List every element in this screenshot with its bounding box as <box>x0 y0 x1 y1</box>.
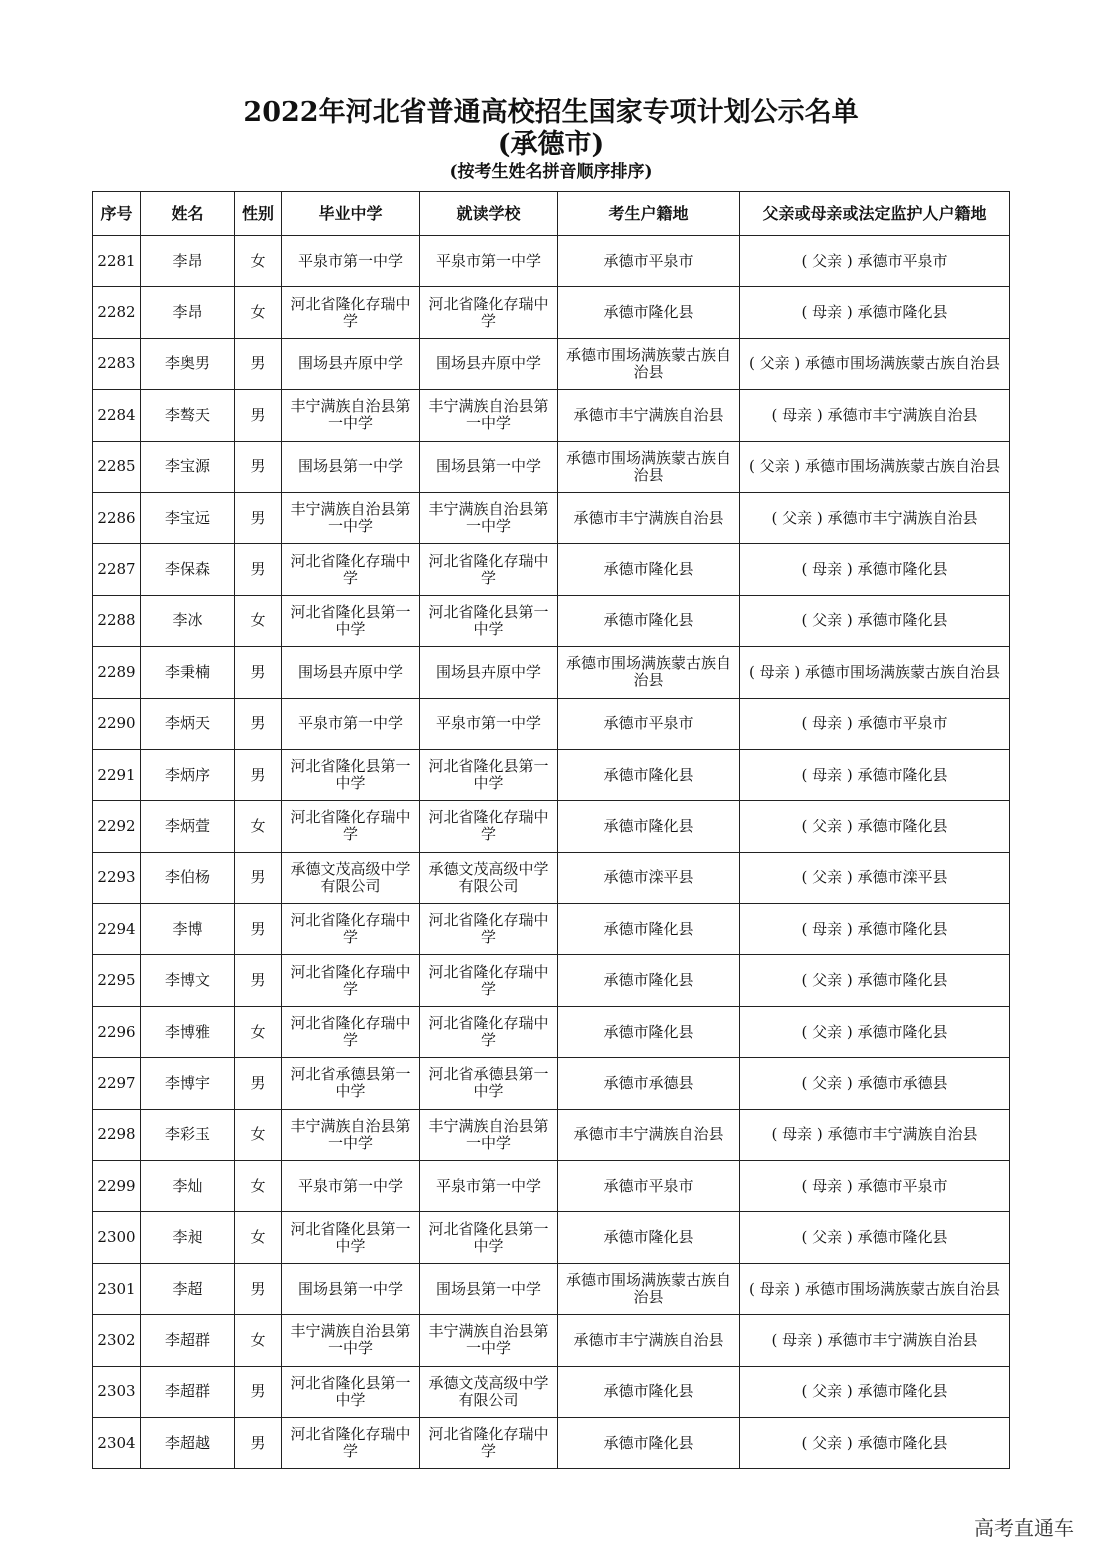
cell-guardian-registration: ( 母亲 ) 承德市丰宁满族自治县 <box>740 1315 1010 1366</box>
cell-graduated-school: 河北省承德县第一中学 <box>282 1058 420 1109</box>
table-row <box>93 955 1010 1006</box>
table-row <box>93 1212 1010 1263</box>
cell-gender: 男 <box>235 647 282 698</box>
cell-graduated-school: 河北省隆化存瑞中学 <box>282 955 420 1006</box>
cell-gender: 女 <box>235 1315 282 1366</box>
roster-table <box>92 191 1010 1469</box>
cell-guardian-registration: ( 母亲 ) 承德市平泉市 <box>740 1161 1010 1212</box>
cell-guardian-registration: ( 父亲 ) 承德市隆化县 <box>740 1366 1010 1417</box>
cell-graduated-school: 平泉市第一中学 <box>282 236 420 287</box>
cell-graduated-school: 河北省隆化县第一中学 <box>282 595 420 646</box>
cell-graduated-school: 河北省隆化存瑞中学 <box>282 544 420 595</box>
cell-index: 2302 <box>93 1315 141 1366</box>
cell-household-registration: 承德市围场满族蒙古族自治县 <box>558 441 740 492</box>
cell-guardian-registration: ( 母亲 ) 承德市隆化县 <box>740 544 1010 595</box>
cell-name: 李冰 <box>141 595 235 646</box>
table-row <box>93 1006 1010 1057</box>
cell-index: 2290 <box>93 698 141 749</box>
cell-index: 2292 <box>93 801 141 852</box>
cell-gender: 男 <box>235 955 282 1006</box>
document-sort-note: (按考生姓名拼音顺序排序) <box>449 162 653 182</box>
cell-current-school: 河北省隆化存瑞中学 <box>420 1006 558 1057</box>
table-row <box>93 647 1010 698</box>
cell-current-school: 河北省隆化存瑞中学 <box>420 904 558 955</box>
cell-gender: 男 <box>235 338 282 389</box>
cell-household-registration: 承德市隆化县 <box>558 595 740 646</box>
cell-name: 李宝源 <box>141 441 235 492</box>
cell-gender: 男 <box>235 544 282 595</box>
table-row <box>93 236 1010 287</box>
cell-guardian-registration: ( 母亲 ) 承德市隆化县 <box>740 904 1010 955</box>
cell-current-school: 河北省承德县第一中学 <box>420 1058 558 1109</box>
cell-graduated-school: 河北省隆化存瑞中学 <box>282 904 420 955</box>
cell-name: 李骜天 <box>141 390 235 441</box>
cell-graduated-school: 围场县卉原中学 <box>282 647 420 698</box>
cell-guardian-registration: ( 父亲 ) 承德市丰宁满族自治县 <box>740 492 1010 543</box>
cell-index: 2283 <box>93 338 141 389</box>
table-row <box>93 1161 1010 1212</box>
cell-index: 2296 <box>93 1006 141 1057</box>
cell-household-registration: 承德市丰宁满族自治县 <box>558 1109 740 1160</box>
cell-graduated-school: 河北省隆化县第一中学 <box>282 749 420 800</box>
cell-name: 李保森 <box>141 544 235 595</box>
cell-name: 李超 <box>141 1263 235 1314</box>
table-row <box>93 1417 1010 1468</box>
cell-gender: 男 <box>235 852 282 903</box>
cell-household-registration: 承德市丰宁满族自治县 <box>558 1315 740 1366</box>
cell-gender: 男 <box>235 1263 282 1314</box>
table-header-row <box>93 192 1010 236</box>
cell-graduated-school: 承德文茂高级中学有限公司 <box>282 852 420 903</box>
cell-gender: 女 <box>235 1109 282 1160</box>
cell-household-registration: 承德市隆化县 <box>558 955 740 1006</box>
cell-household-registration: 承德市隆化县 <box>558 1006 740 1057</box>
cell-graduated-school: 围场县第一中学 <box>282 441 420 492</box>
cell-graduated-school: 丰宁满族自治县第一中学 <box>282 1315 420 1366</box>
header-guardian-registration: 父亲或母亲或法定监护人户籍地 <box>740 192 1010 236</box>
cell-name: 李炳天 <box>141 698 235 749</box>
cell-household-registration: 承德市隆化县 <box>558 1417 740 1468</box>
cell-name: 李博文 <box>141 955 235 1006</box>
table-row <box>93 1058 1010 1109</box>
cell-household-registration: 承德市丰宁满族自治县 <box>558 492 740 543</box>
document-title: 2022年河北省普通高校招生国家专项计划公示名单 <box>243 97 859 128</box>
cell-gender: 女 <box>235 1212 282 1263</box>
cell-name: 李超群 <box>141 1366 235 1417</box>
cell-graduated-school: 河北省隆化县第一中学 <box>282 1212 420 1263</box>
cell-graduated-school: 丰宁满族自治县第一中学 <box>282 390 420 441</box>
table-row <box>93 390 1010 441</box>
document-subtitle-city: (承德市) <box>497 129 605 160</box>
cell-guardian-registration: ( 母亲 ) 承德市隆化县 <box>740 749 1010 800</box>
table-row <box>93 749 1010 800</box>
cell-index: 2285 <box>93 441 141 492</box>
cell-guardian-registration: ( 父亲 ) 承德市隆化县 <box>740 1006 1010 1057</box>
cell-household-registration: 承德市隆化县 <box>558 287 740 338</box>
table-row <box>93 595 1010 646</box>
cell-gender: 女 <box>235 287 282 338</box>
cell-graduated-school: 河北省隆化存瑞中学 <box>282 1417 420 1468</box>
cell-index: 2288 <box>93 595 141 646</box>
cell-gender: 男 <box>235 698 282 749</box>
cell-guardian-registration: ( 父亲 ) 承德市隆化县 <box>740 1417 1010 1468</box>
cell-household-registration: 承德市承德县 <box>558 1058 740 1109</box>
cell-index: 2286 <box>93 492 141 543</box>
cell-name: 李秉楠 <box>141 647 235 698</box>
cell-index: 2294 <box>93 904 141 955</box>
table-row <box>93 1263 1010 1314</box>
cell-index: 2293 <box>93 852 141 903</box>
cell-index: 2291 <box>93 749 141 800</box>
cell-gender: 男 <box>235 1366 282 1417</box>
cell-gender: 女 <box>235 801 282 852</box>
header-graduated-school: 毕业中学 <box>282 192 420 236</box>
cell-guardian-registration: ( 父亲 ) 承德市围场满族蒙古族自治县 <box>740 441 1010 492</box>
cell-guardian-registration: ( 父亲 ) 承德市平泉市 <box>740 236 1010 287</box>
cell-current-school: 丰宁满族自治县第一中学 <box>420 390 558 441</box>
cell-current-school: 河北省隆化存瑞中学 <box>420 955 558 1006</box>
cell-gender: 男 <box>235 441 282 492</box>
cell-household-registration: 承德市围场满族蒙古族自治县 <box>558 647 740 698</box>
cell-name: 李彩玉 <box>141 1109 235 1160</box>
cell-graduated-school: 围场县卉原中学 <box>282 338 420 389</box>
cell-name: 李伯杨 <box>141 852 235 903</box>
table-row <box>93 698 1010 749</box>
cell-index: 2287 <box>93 544 141 595</box>
cell-household-registration: 承德市平泉市 <box>558 698 740 749</box>
cell-guardian-registration: ( 母亲 ) 承德市丰宁满族自治县 <box>740 1109 1010 1160</box>
cell-current-school: 平泉市第一中学 <box>420 1161 558 1212</box>
cell-current-school: 河北省隆化存瑞中学 <box>420 1417 558 1468</box>
cell-graduated-school: 围场县第一中学 <box>282 1263 420 1314</box>
cell-current-school: 承德文茂高级中学有限公司 <box>420 1366 558 1417</box>
table-row <box>93 492 1010 543</box>
cell-index: 2300 <box>93 1212 141 1263</box>
cell-name: 李博雅 <box>141 1006 235 1057</box>
cell-graduated-school: 河北省隆化存瑞中学 <box>282 801 420 852</box>
cell-index: 2303 <box>93 1366 141 1417</box>
cell-current-school: 围场县卉原中学 <box>420 647 558 698</box>
cell-current-school: 河北省隆化县第一中学 <box>420 595 558 646</box>
cell-current-school: 围场县第一中学 <box>420 441 558 492</box>
cell-current-school: 围场县第一中学 <box>420 1263 558 1314</box>
cell-name: 李超群 <box>141 1315 235 1366</box>
table-row <box>93 904 1010 955</box>
cell-gender: 男 <box>235 1058 282 1109</box>
cell-guardian-registration: ( 父亲 ) 承德市围场满族蒙古族自治县 <box>740 338 1010 389</box>
cell-guardian-registration: ( 母亲 ) 承德市围场满族蒙古族自治县 <box>740 647 1010 698</box>
cell-name: 李炳萱 <box>141 801 235 852</box>
cell-household-registration: 承德市隆化县 <box>558 544 740 595</box>
cell-name: 李超越 <box>141 1417 235 1468</box>
cell-household-registration: 承德市围场满族蒙古族自治县 <box>558 1263 740 1314</box>
cell-current-school: 丰宁满族自治县第一中学 <box>420 492 558 543</box>
table-row <box>93 852 1010 903</box>
cell-index: 2301 <box>93 1263 141 1314</box>
cell-gender: 男 <box>235 1417 282 1468</box>
cell-current-school: 围场县卉原中学 <box>420 338 558 389</box>
cell-name: 李博 <box>141 904 235 955</box>
cell-guardian-registration: ( 母亲 ) 承德市平泉市 <box>740 698 1010 749</box>
cell-current-school: 河北省隆化县第一中学 <box>420 1212 558 1263</box>
cell-index: 2289 <box>93 647 141 698</box>
cell-gender: 男 <box>235 749 282 800</box>
cell-graduated-school: 丰宁满族自治县第一中学 <box>282 492 420 543</box>
cell-guardian-registration: ( 父亲 ) 承德市隆化县 <box>740 1212 1010 1263</box>
table-row <box>93 287 1010 338</box>
cell-guardian-registration: ( 父亲 ) 承德市承德县 <box>740 1058 1010 1109</box>
cell-name: 李昂 <box>141 287 235 338</box>
cell-gender: 男 <box>235 390 282 441</box>
table-row <box>93 338 1010 389</box>
cell-household-registration: 承德市围场满族蒙古族自治县 <box>558 338 740 389</box>
cell-index: 2295 <box>93 955 141 1006</box>
cell-gender: 女 <box>235 236 282 287</box>
cell-household-registration: 承德市平泉市 <box>558 236 740 287</box>
cell-index: 2298 <box>93 1109 141 1160</box>
cell-index: 2282 <box>93 287 141 338</box>
cell-gender: 男 <box>235 904 282 955</box>
cell-guardian-registration: ( 父亲 ) 承德市隆化县 <box>740 801 1010 852</box>
cell-gender: 女 <box>235 595 282 646</box>
cell-household-registration: 承德市丰宁满族自治县 <box>558 390 740 441</box>
cell-graduated-school: 河北省隆化县第一中学 <box>282 1366 420 1417</box>
cell-index: 2299 <box>93 1161 141 1212</box>
cell-graduated-school: 平泉市第一中学 <box>282 1161 420 1212</box>
cell-current-school: 河北省隆化存瑞中学 <box>420 544 558 595</box>
cell-current-school: 河北省隆化存瑞中学 <box>420 287 558 338</box>
cell-name: 李昶 <box>141 1212 235 1263</box>
table-row <box>93 1366 1010 1417</box>
cell-name: 李灿 <box>141 1161 235 1212</box>
cell-gender: 女 <box>235 1006 282 1057</box>
header-gender: 性别 <box>235 192 282 236</box>
cell-name: 李炳序 <box>141 749 235 800</box>
cell-guardian-registration: ( 父亲 ) 承德市滦平县 <box>740 852 1010 903</box>
cell-current-school: 河北省隆化存瑞中学 <box>420 801 558 852</box>
cell-household-registration: 承德市平泉市 <box>558 1161 740 1212</box>
cell-name: 李昂 <box>141 236 235 287</box>
cell-gender: 女 <box>235 1161 282 1212</box>
cell-name: 李博宇 <box>141 1058 235 1109</box>
cell-guardian-registration: ( 母亲 ) 承德市丰宁满族自治县 <box>740 390 1010 441</box>
table-row <box>93 1315 1010 1366</box>
cell-name: 李宝远 <box>141 492 235 543</box>
cell-guardian-registration: ( 母亲 ) 承德市隆化县 <box>740 287 1010 338</box>
cell-household-registration: 承德市隆化县 <box>558 904 740 955</box>
cell-household-registration: 承德市滦平县 <box>558 852 740 903</box>
cell-index: 2284 <box>93 390 141 441</box>
cell-guardian-registration: ( 父亲 ) 承德市隆化县 <box>740 955 1010 1006</box>
watermark: 高考直通车 <box>974 1516 1074 1540</box>
header-current-school: 就读学校 <box>420 192 558 236</box>
cell-household-registration: 承德市隆化县 <box>558 749 740 800</box>
cell-current-school: 承德文茂高级中学有限公司 <box>420 852 558 903</box>
cell-name: 李奥男 <box>141 338 235 389</box>
cell-index: 2297 <box>93 1058 141 1109</box>
header-index: 序号 <box>93 192 141 236</box>
cell-current-school: 平泉市第一中学 <box>420 698 558 749</box>
cell-index: 2304 <box>93 1417 141 1468</box>
cell-current-school: 平泉市第一中学 <box>420 236 558 287</box>
cell-current-school: 丰宁满族自治县第一中学 <box>420 1109 558 1160</box>
table-row <box>93 544 1010 595</box>
header-name: 姓名 <box>141 192 235 236</box>
table-row <box>93 441 1010 492</box>
cell-gender: 男 <box>235 492 282 543</box>
cell-graduated-school: 平泉市第一中学 <box>282 698 420 749</box>
cell-index: 2281 <box>93 236 141 287</box>
cell-current-school: 河北省隆化县第一中学 <box>420 749 558 800</box>
cell-graduated-school: 丰宁满族自治县第一中学 <box>282 1109 420 1160</box>
cell-household-registration: 承德市隆化县 <box>558 801 740 852</box>
cell-graduated-school: 河北省隆化存瑞中学 <box>282 287 420 338</box>
table-body <box>93 236 1010 1469</box>
table-row <box>93 801 1010 852</box>
cell-household-registration: 承德市隆化县 <box>558 1366 740 1417</box>
table-row <box>93 1109 1010 1160</box>
cell-graduated-school: 河北省隆化存瑞中学 <box>282 1006 420 1057</box>
cell-guardian-registration: ( 父亲 ) 承德市隆化县 <box>740 595 1010 646</box>
cell-current-school: 丰宁满族自治县第一中学 <box>420 1315 558 1366</box>
cell-guardian-registration: ( 母亲 ) 承德市围场满族蒙古族自治县 <box>740 1263 1010 1314</box>
cell-household-registration: 承德市隆化县 <box>558 1212 740 1263</box>
header-household-registration: 考生户籍地 <box>558 192 740 236</box>
